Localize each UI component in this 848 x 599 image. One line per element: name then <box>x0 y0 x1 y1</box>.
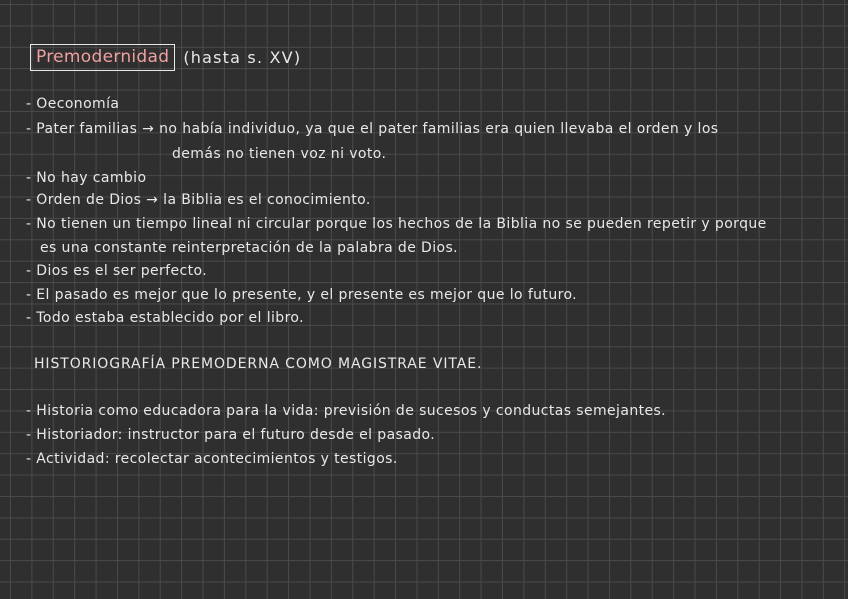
list-item: - Actividad: recolectar acontecimientos y testigos. <box>26 451 398 467</box>
list-item: - El pasado es mejor que lo presente, y el presente es mejor que lo futuro. <box>26 287 578 303</box>
list-item-continuation: demás no tienen voz ni voto. <box>172 146 387 162</box>
list-item: - Oeconomía <box>26 96 120 112</box>
list-item: - Historia como educadora para la vida: previsión de sucesos y conductas semejantes. <box>26 403 667 419</box>
title-suffix: (hasta s. XV) <box>183 48 302 67</box>
title-row <box>30 44 301 71</box>
list-item: - No hay cambio <box>26 170 147 186</box>
list-item: - Orden de Dios → la Biblia es el conocimiento. <box>26 192 371 208</box>
title-boxed: Premodernidad <box>30 44 175 71</box>
list-item: - Todo estaba establecido por el libro. <box>26 310 304 326</box>
list-item-continuation: es una constante reinterpretación de la palabra de Dios. <box>40 240 459 256</box>
list-item: - Pater familias → no había individuo, ya que el pater familias era quien llevaba el orden y los <box>26 121 719 137</box>
list-item: - No tienen un tiempo lineal ni circular porque los hechos de la Biblia no se pueden repetir y porque <box>26 216 767 232</box>
list-item: - Historiador: instructor para el futuro desde el pasado. <box>26 427 436 443</box>
section-heading: HISTORIOGRAFÍA PREMODERNA COMO MAGISTRAE VITAE. <box>34 356 483 372</box>
list-item: - Dios es el ser perfecto. <box>26 263 208 279</box>
